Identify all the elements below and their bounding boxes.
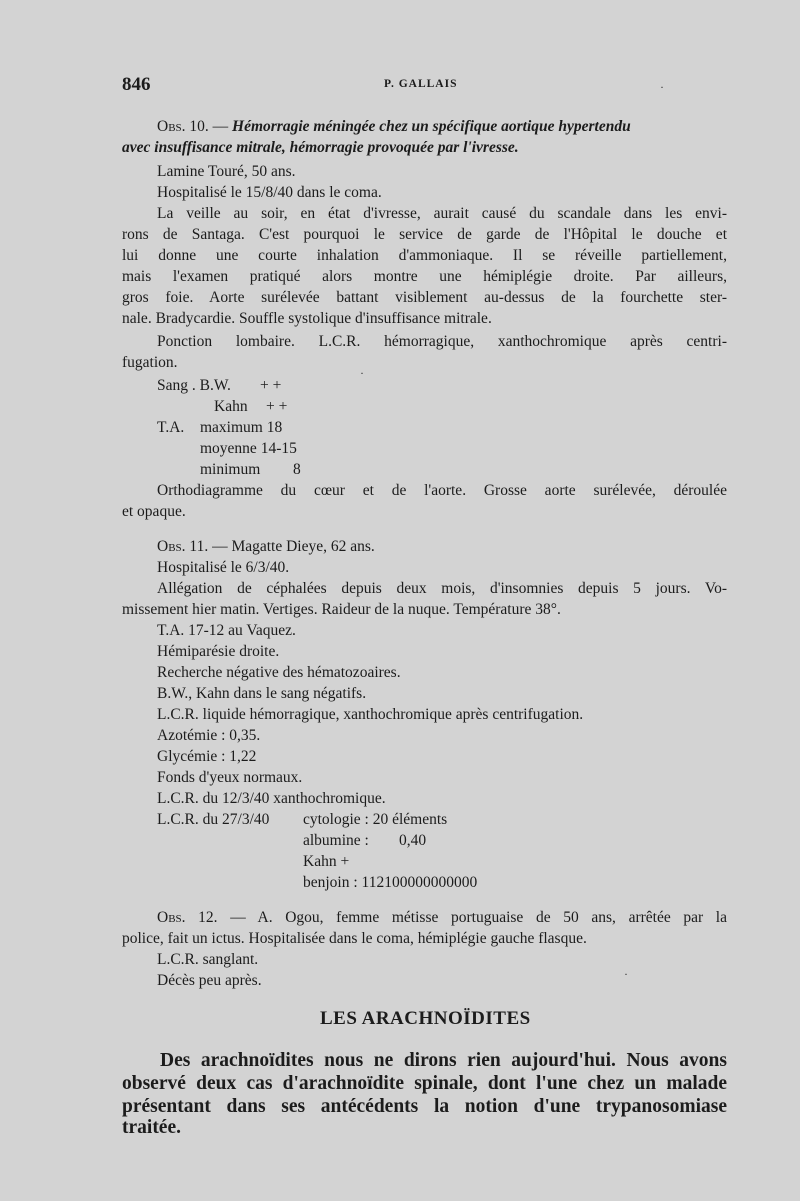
obs10-ortho-line: Orthodiagramme du cœur et de l'aorte. Grosse aorte surélevée, déroulée <box>157 482 727 499</box>
obs12-label: Obs. 12. — <box>157 909 246 926</box>
obs10-title <box>157 117 727 137</box>
section-paragraph-line: Des arachnoïdites nous ne dirons rien aujourd'hui. Nous avons <box>160 1050 727 1071</box>
running-head: P. GALLAIS <box>384 78 458 90</box>
page-number: 846 <box>122 74 151 95</box>
obs11-label: Obs. 11. — <box>157 538 228 555</box>
obs12-lcr: L.C.R. sanglant. <box>157 951 259 968</box>
obs11-title-text: Magatte Dieye, 62 ans. <box>231 538 375 555</box>
section-paragraph-line: traitée. <box>122 1117 181 1138</box>
obs10-kahn-value: + + <box>266 398 288 415</box>
obs11-paragraph-line: Allégation de céphalées depuis deux mois, d'insomnies depuis 5 jours. Vo- <box>157 580 727 597</box>
obs10-paragraph-line: La veille au soir, en état d'ivresse, aurait causé du scandale dans les envi- <box>157 205 727 222</box>
scan-speck: · <box>660 80 664 94</box>
obs11-paragraph-line: missement hier matin. Vertiges. Raideur de la nuque. Température 38°. <box>122 601 561 618</box>
obs10-ta-min-value: 8 <box>293 461 301 478</box>
obs11-lcr: L.C.R. liquide hémorragique, xanthochromique après centrifugation. <box>157 706 584 723</box>
obs10-sang-bw: + + <box>260 377 282 394</box>
obs12-title-text: A. Ogou, femme métisse portuguaise de 50 ans, arrêtée par la <box>257 909 727 926</box>
scan-speck: · <box>624 967 628 981</box>
obs10-paragraph-line: nale. Bradycardie. Souffle systolique d'insuffisance mitrale. <box>122 310 492 327</box>
obs11-ta: T.A. 17-12 au Vaquez. <box>157 622 296 639</box>
obs11-albumine-value: 0,40 <box>399 832 427 849</box>
obs11-albumine-label: albumine : <box>303 832 369 849</box>
obs11-lcr2: L.C.R. du 12/3/40 xanthochromique. <box>157 790 386 807</box>
obs10-sang-label: Sang . B.W. <box>157 377 231 394</box>
obs10-ortho-line: et opaque. <box>122 503 186 520</box>
obs10-paragraph-line: gros foie. Aorte surélevée battant visiblement au-dessus de la fourchette ster- <box>122 289 727 306</box>
obs11-azotemie: Azotémie : 0,35. <box>157 727 261 744</box>
obs10-ta-max: maximum 18 <box>200 419 283 436</box>
section-paragraph-line: présentant dans ses antécédents la notion d'une trypanosomiase <box>122 1096 727 1117</box>
obs10-admitted: Hospitalisé le 15/8/40 dans le coma. <box>157 184 382 201</box>
obs11-cytologie: cytologie : 20 éléments <box>303 811 448 828</box>
obs10-label: Obs. 10. — <box>157 118 229 135</box>
obs12-title <box>157 908 727 928</box>
obs10-title-line2: avec insuffisance mitrale, hémorragie provoquée par l'ivresse. <box>122 139 519 156</box>
obs11-lcr3-label: L.C.R. du 27/3/40 <box>157 811 270 828</box>
obs10-paragraph-line: lui donne une courte inhalation d'ammoniaque. Il se réveille partiellement, <box>122 247 727 264</box>
obs10-kahn-label: Kahn <box>214 398 248 415</box>
obs12-line2: police, fait un ictus. Hospitalisée dans le coma, hémiplégie gauche flasque. <box>122 930 587 947</box>
obs10-paragraph-line: rons de Santaga. C'est pourquoi le service de garde de l'Hôpital le douche et <box>122 226 727 243</box>
obs10-title-text: Hémorragie méningée chez un spécifique aortique hypertendu <box>232 118 631 135</box>
obs11-fonds: Fonds d'yeux normaux. <box>157 769 303 786</box>
obs11-title <box>157 537 375 557</box>
section-paragraph-line: observé deux cas d'arachnoïdite spinale, dont l'une chez un malade <box>122 1073 727 1094</box>
obs11-glycemie: Glycémie : 1,22 <box>157 748 257 765</box>
scan-speck: · <box>360 366 364 380</box>
obs11-bw: B.W., Kahn dans le sang négatifs. <box>157 685 367 702</box>
obs10-ta-moy: moyenne 14-15 <box>200 440 297 457</box>
obs10-paragraph-line: mais l'examen pratiqué alors montre une hémiplégie droite. Par ailleurs, <box>122 268 727 285</box>
obs10-patient: Lamine Touré, 50 ans. <box>157 163 296 180</box>
obs12-deces: Décès peu après. <box>157 972 262 989</box>
obs10-ta-label: T.A. <box>157 419 185 436</box>
obs11-benjoin: benjoin : 112100000000000 <box>303 874 478 891</box>
section-title: LES ARACHNOÏDITES <box>320 1008 531 1029</box>
obs11-kahn: Kahn + <box>303 853 350 870</box>
obs11-recherche: Recherche négative des hématozoaires. <box>157 664 401 681</box>
obs10-ta-min-label: minimum <box>200 461 261 478</box>
obs10-ponction-line: fugation. <box>122 354 178 371</box>
obs11-hemi: Hémiparésie droite. <box>157 643 280 660</box>
obs11-admitted: Hospitalisé le 6/3/40. <box>157 559 290 576</box>
obs10-ponction-line: Ponction lombaire. L.C.R. hémorragique, xanthochromique après centri- <box>157 333 727 350</box>
